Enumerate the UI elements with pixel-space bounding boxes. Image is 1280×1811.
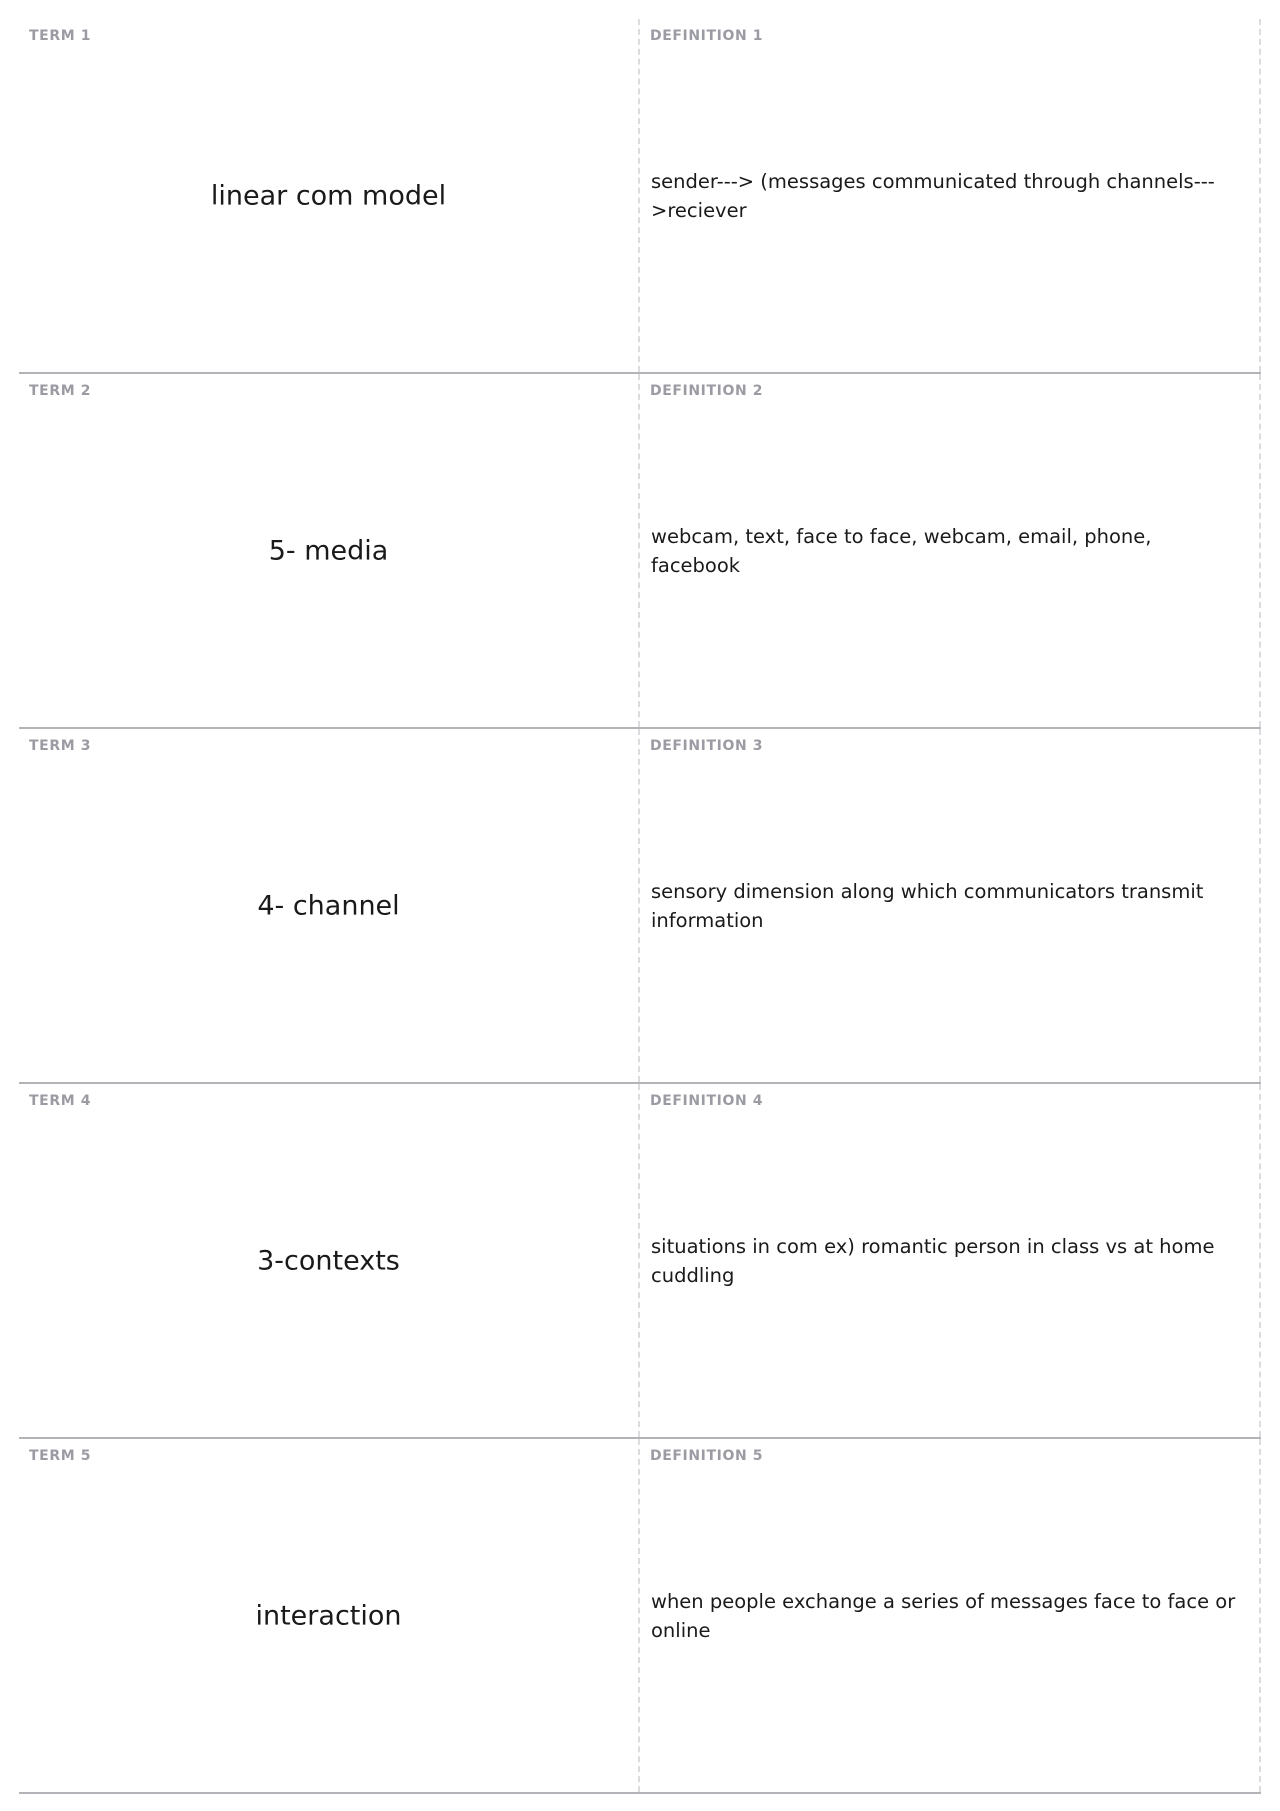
definition-cell bbox=[640, 1439, 1261, 1792]
definition-text: situations in com ex) romantic person in class vs at home cuddling bbox=[651, 1234, 1215, 1287]
definition-label: DEFINITION 2 bbox=[650, 383, 764, 399]
term-label: TERM 2 bbox=[29, 383, 92, 399]
term-label: TERM 3 bbox=[29, 738, 92, 754]
flashcard-row bbox=[19, 374, 1261, 729]
term-text: 3-contexts bbox=[257, 1245, 400, 1276]
flashcard-row bbox=[19, 1084, 1261, 1439]
definition-text: sensory dimension along which communicators transmit information bbox=[651, 879, 1204, 932]
definition-cell bbox=[640, 729, 1261, 1082]
term-cell bbox=[19, 1439, 640, 1792]
definition-cell bbox=[640, 1084, 1261, 1437]
definition-text: webcam, text, face to face, webcam, email, phone, facebook bbox=[651, 524, 1152, 577]
definition-text: sender---> (messages communicated through channels--->reciever bbox=[651, 169, 1215, 222]
term-cell bbox=[19, 729, 640, 1082]
term-label: TERM 1 bbox=[29, 28, 92, 44]
term-label: TERM 4 bbox=[29, 1093, 92, 1109]
definition-label: DEFINITION 3 bbox=[650, 738, 764, 754]
flashcard-sheet bbox=[19, 19, 1261, 1794]
definition-text: when people exchange a series of messages face to face or online bbox=[651, 1589, 1236, 1642]
definition-cell bbox=[640, 374, 1261, 727]
flashcard-row bbox=[19, 729, 1261, 1084]
definition-label: DEFINITION 1 bbox=[650, 28, 764, 44]
flashcard-row bbox=[19, 1439, 1261, 1794]
term-text: linear com model bbox=[210, 180, 447, 211]
term-cell bbox=[19, 1084, 640, 1437]
definition-cell bbox=[640, 19, 1261, 372]
term-cell bbox=[19, 19, 640, 372]
definition-label: DEFINITION 5 bbox=[650, 1448, 764, 1464]
term-text: interaction bbox=[255, 1600, 402, 1631]
term-text: 4- channel bbox=[257, 890, 400, 921]
term-label: TERM 5 bbox=[29, 1448, 92, 1464]
flashcard-row bbox=[19, 19, 1261, 374]
term-text: 5- media bbox=[268, 535, 389, 566]
term-cell bbox=[19, 374, 640, 727]
definition-label: DEFINITION 4 bbox=[650, 1093, 764, 1109]
